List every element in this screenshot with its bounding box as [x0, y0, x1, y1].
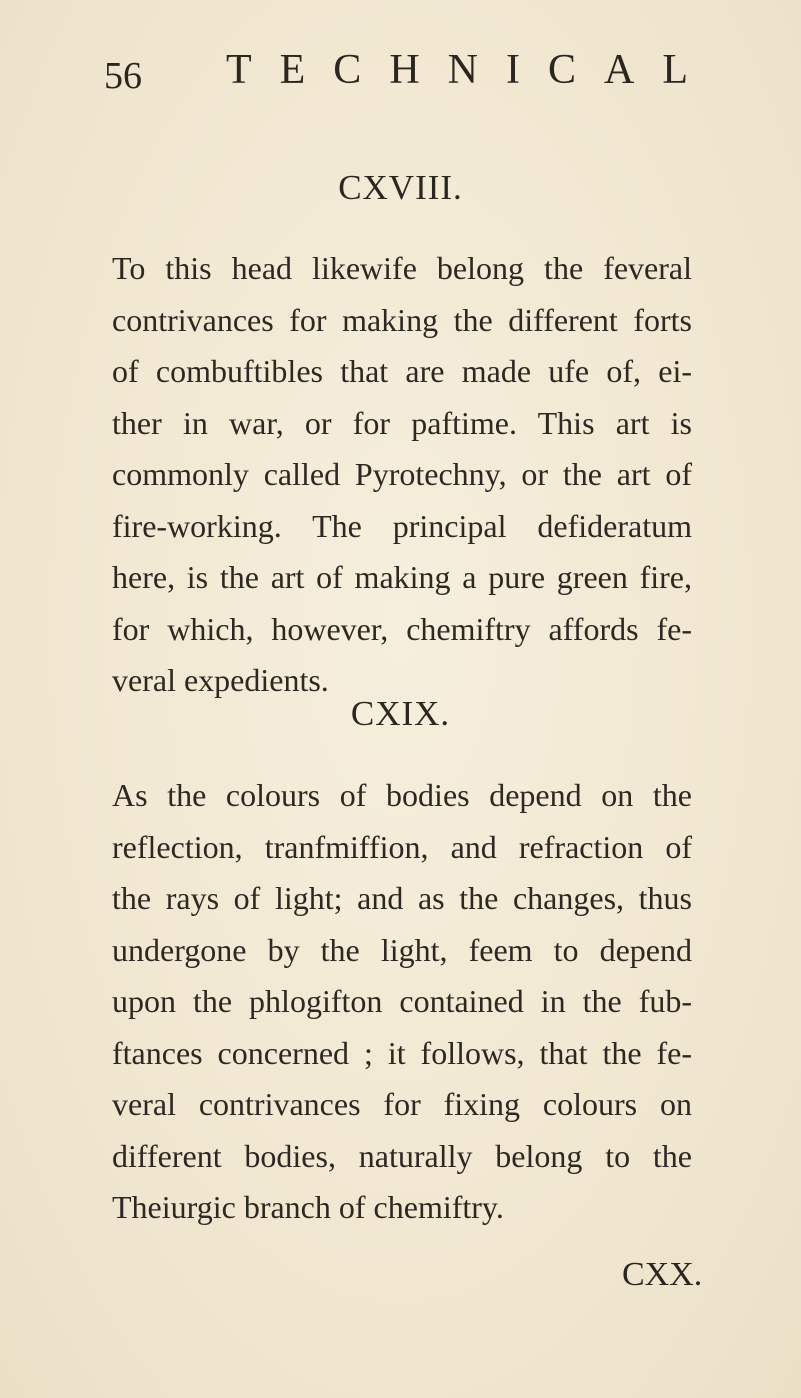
running-head	[104, 46, 716, 106]
paragraph-cxix	[112, 770, 692, 1234]
running-title: TECHNICAL	[226, 47, 716, 93]
text-line: fire-working. The principal defideratum	[112, 507, 692, 544]
text-line: upon the phlogifton contained in the fub-	[112, 983, 692, 1019]
text-line: commonly called Pyrotechny, or the art of	[112, 456, 692, 492]
text-line: ther in war, or for paftime. This art is	[112, 404, 692, 441]
text-line: of combuftibles that are made ufe of, ei-	[112, 353, 692, 389]
text-line: To this head likewife belong the feveral	[112, 250, 692, 286]
text-line: veral contrivances for fixing colours on	[112, 1086, 692, 1122]
text-line: the rays of light; and as the changes, thus	[112, 880, 692, 916]
text-line: undergone by the light, feem to depend	[112, 931, 692, 968]
text-line: different bodies, naturally belong to the	[112, 1137, 692, 1174]
paragraph-cxviii	[112, 243, 692, 707]
text-line: veral expedients.	[112, 662, 329, 698]
catchword: CXX.	[622, 1256, 703, 1293]
text-line: ftances concerned ; it follows, that the fe-	[112, 1034, 692, 1071]
text-line: here, is the art of making a pure green fire,	[112, 559, 692, 595]
text-line: for which, however, chemiftry affords fe-	[112, 610, 692, 647]
section-heading-cxviii: CXVIII.	[338, 168, 463, 207]
text-line: As the colours of bodies depend on the	[112, 777, 692, 813]
text-line: Theiurgic branch of chemiftry.	[112, 1189, 504, 1225]
section-heading-cxix: CXIX.	[350, 694, 451, 733]
page-number: 56	[104, 55, 142, 97]
text-line: reflection, tranfmiffion, and refraction of	[112, 828, 692, 865]
text-line: contrivances for making the different forts	[112, 301, 692, 338]
